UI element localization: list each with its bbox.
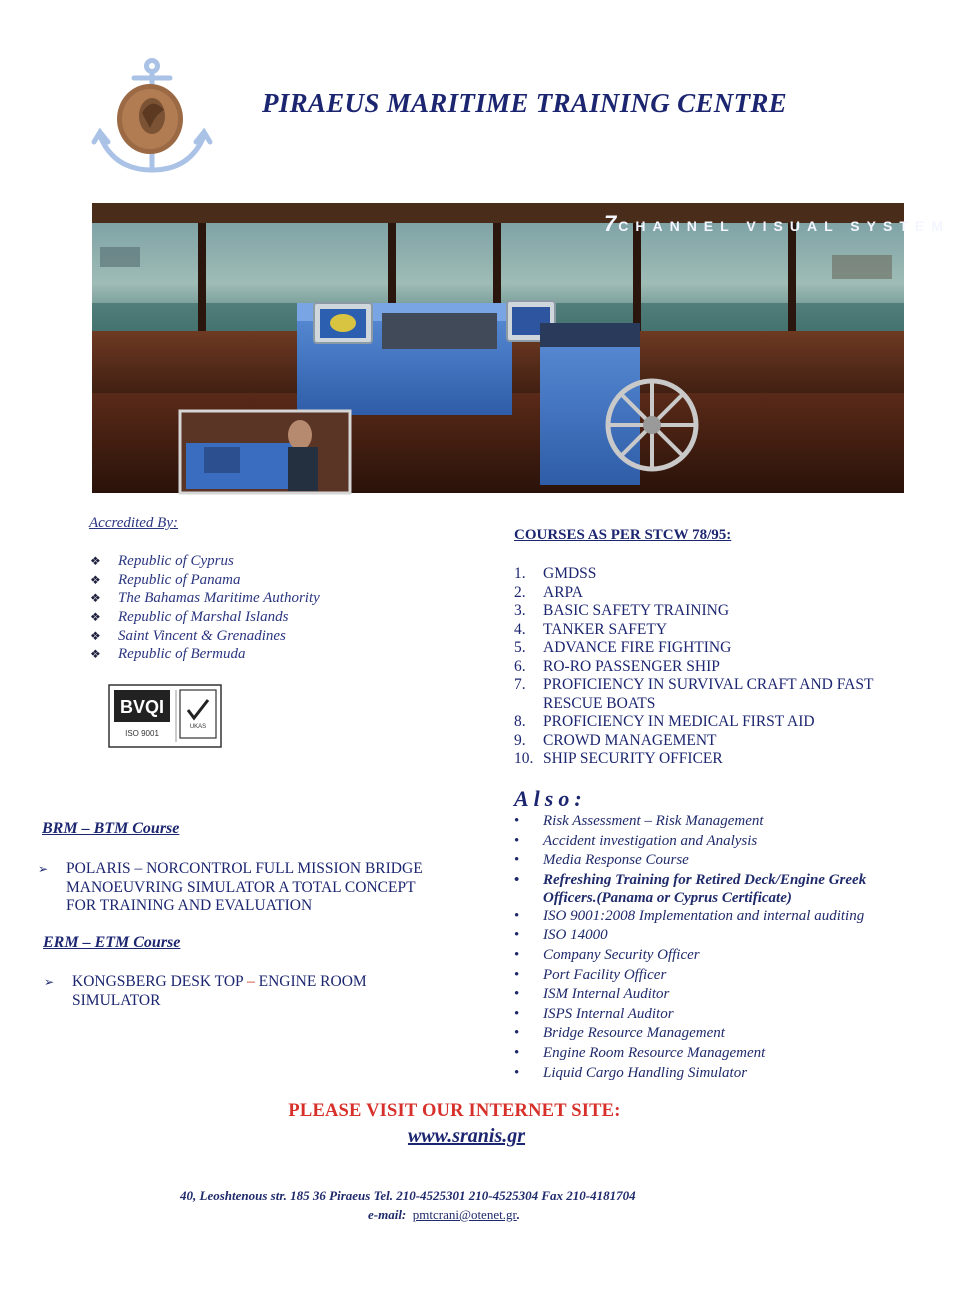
diamond-bullet-icon: ❖ xyxy=(90,591,101,606)
list-item xyxy=(514,713,874,732)
anchor-coin-logo xyxy=(92,58,212,178)
list-item: • ISO 14000 xyxy=(514,926,866,946)
erm-description xyxy=(44,973,367,1010)
list-item xyxy=(90,571,320,590)
accreditation-label: Republic of Cyprus xyxy=(118,553,234,569)
course-label: ARPA xyxy=(543,583,583,601)
brm-line-text: POLARIS – NORCONTROL FULL MISSION BRIDGE xyxy=(66,860,423,877)
erm-heading: ERM – ETM Course xyxy=(43,934,181,951)
course-label: CROWD MANAGEMENT xyxy=(543,731,717,749)
brm-line: FOR TRAINING AND EVALUATION xyxy=(66,897,313,914)
course-label: ADVANCE FIRE FIGHTING xyxy=(543,639,732,656)
list-item xyxy=(514,602,874,621)
contact-address: 40, Leoshtenous str. 185 36 Piraeus Tel. 210-4525301 210-4525304 Fax 210-4181704 xyxy=(180,1188,636,1203)
also-heading: Also: xyxy=(514,786,587,811)
course-number: 3. xyxy=(514,602,526,619)
course-label: TANKER SAFETY xyxy=(543,620,668,638)
also-list xyxy=(514,812,866,1083)
contact-email-row xyxy=(368,1207,520,1223)
course-number: 9. xyxy=(514,731,526,749)
erm-line-text: ENGINE ROOM xyxy=(254,973,367,990)
course-label: GMDSS xyxy=(543,565,597,582)
list-item xyxy=(90,589,320,608)
course-label: PROFICIENCY IN SURVIVAL CRAFT AND FAST xyxy=(543,676,874,693)
arrow-bullet-icon: ➢ xyxy=(44,975,55,989)
accreditation-label: The Bahamas Maritime Authority xyxy=(118,590,320,607)
accreditation-label: Republic of Marshal Islands xyxy=(118,609,289,626)
accredited-heading: Accredited By: xyxy=(89,515,178,531)
course-label: PROFICIENCY IN MEDICAL FIRST AID xyxy=(543,713,815,730)
accreditation-label: Saint Vincent & Grenadines xyxy=(118,627,286,644)
list-item: • ISO 9001:2008 Implementation and internal auditing xyxy=(514,907,866,927)
list-item-continuation: RESCUE BOATS xyxy=(543,694,656,712)
list-item: • Company Security Officer xyxy=(514,946,866,966)
list-item xyxy=(90,608,320,627)
list-item: • Media Response Course xyxy=(514,851,866,871)
list-item: • Risk Assessment – Risk Management xyxy=(514,812,866,832)
erm-line: SIMULATOR xyxy=(72,991,161,1009)
courses-heading: COURSES AS PER STCW 78/95: xyxy=(514,527,732,543)
course-number: 4. xyxy=(514,620,526,638)
list-item: • ISM Internal Auditor xyxy=(514,985,866,1005)
accreditation-list xyxy=(90,552,320,664)
page-title: PIRAEUS MARITIME TRAINING CENTRE xyxy=(262,88,787,118)
accreditation-label: Republic of Bermuda xyxy=(118,646,246,663)
list-item: • Engine Room Resource Management xyxy=(514,1044,866,1064)
course-number: 1. xyxy=(514,565,526,582)
list-item: • Accident investigation and Analysis xyxy=(514,832,866,852)
diamond-bullet-icon: ❖ xyxy=(90,628,101,643)
bridge-simulator-photo xyxy=(92,203,950,493)
ukas-label: UKAS xyxy=(189,724,207,730)
course-label: BASIC SAFETY TRAINING xyxy=(543,602,730,619)
diamond-bullet-icon: ❖ xyxy=(90,572,101,587)
brm-line: MANOEUVRING SIMULATOR A TOTAL CONCEPT xyxy=(66,878,416,896)
list-item xyxy=(514,621,874,640)
list-item: • ISPS Internal Auditor xyxy=(514,1005,866,1025)
list-item: • Liquid Cargo Handling Simulator xyxy=(514,1064,866,1084)
course-number: 10. xyxy=(514,750,534,767)
list-item xyxy=(90,645,320,664)
courses-list xyxy=(514,565,874,769)
list-item xyxy=(514,871,866,907)
list-item xyxy=(90,627,320,646)
diamond-bullet-icon: ❖ xyxy=(90,610,101,625)
photo-caption xyxy=(604,211,950,237)
list-item xyxy=(514,750,874,769)
list-item xyxy=(90,552,320,571)
diamond-bullet-icon: ❖ xyxy=(90,647,101,662)
iso-label: ISO 9001 xyxy=(125,729,159,738)
list-item xyxy=(514,676,874,695)
list-item: • Bridge Resource Management xyxy=(514,1024,866,1044)
visit-site-text: PLEASE VISIT OUR INTERNET SITE: xyxy=(288,1101,621,1121)
erm-line xyxy=(44,973,367,992)
iso-certification-logo xyxy=(108,684,222,748)
list-item xyxy=(514,732,874,751)
course-label: SHIP SECURITY OFFICER xyxy=(543,750,723,767)
list-item xyxy=(514,565,874,584)
list-item xyxy=(514,658,874,677)
accreditation-label: Republic of Panama xyxy=(118,571,241,588)
erm-dash: – xyxy=(246,973,255,990)
course-number: 5. xyxy=(514,639,526,656)
brm-description xyxy=(38,860,423,916)
brm-heading: BRM – BTM Course xyxy=(42,820,180,837)
list-item xyxy=(514,584,874,603)
diamond-bullet-icon: ❖ xyxy=(90,554,101,568)
email-label: e-mail: xyxy=(368,1207,407,1222)
website-link-row xyxy=(0,1125,957,1148)
item-line: Refreshing Training for Retired Deck/Engine Greek xyxy=(543,871,867,888)
caption-text: CHANNEL VISUAL SYSTEM xyxy=(618,218,950,234)
course-label: RO-RO PASSENGER SHIP xyxy=(543,657,720,675)
arrow-bullet-icon: ➢ xyxy=(38,862,49,876)
brm-line xyxy=(38,860,423,879)
course-number: 2. xyxy=(514,583,526,601)
email-link[interactable]: pmtcrani@otenet.gr xyxy=(412,1207,517,1222)
list-item xyxy=(514,639,874,658)
item-line-continuation: Officers.(Panama or Cyprus Certificate) xyxy=(543,889,792,906)
email-end: . xyxy=(516,1207,521,1222)
website-link[interactable]: www.sranis.gr xyxy=(407,1125,526,1147)
caption-number: 7 xyxy=(604,211,617,236)
svg-text:BVQI: BVQI xyxy=(119,697,165,717)
course-number: 8. xyxy=(514,713,526,730)
course-number: 7. xyxy=(514,676,526,693)
course-number: 6. xyxy=(514,657,526,675)
visit-site-label xyxy=(0,1101,957,1122)
list-item: • Port Facility Officer xyxy=(514,966,866,986)
erm-line-text: KONGSBERG DESK TOP xyxy=(72,973,247,990)
